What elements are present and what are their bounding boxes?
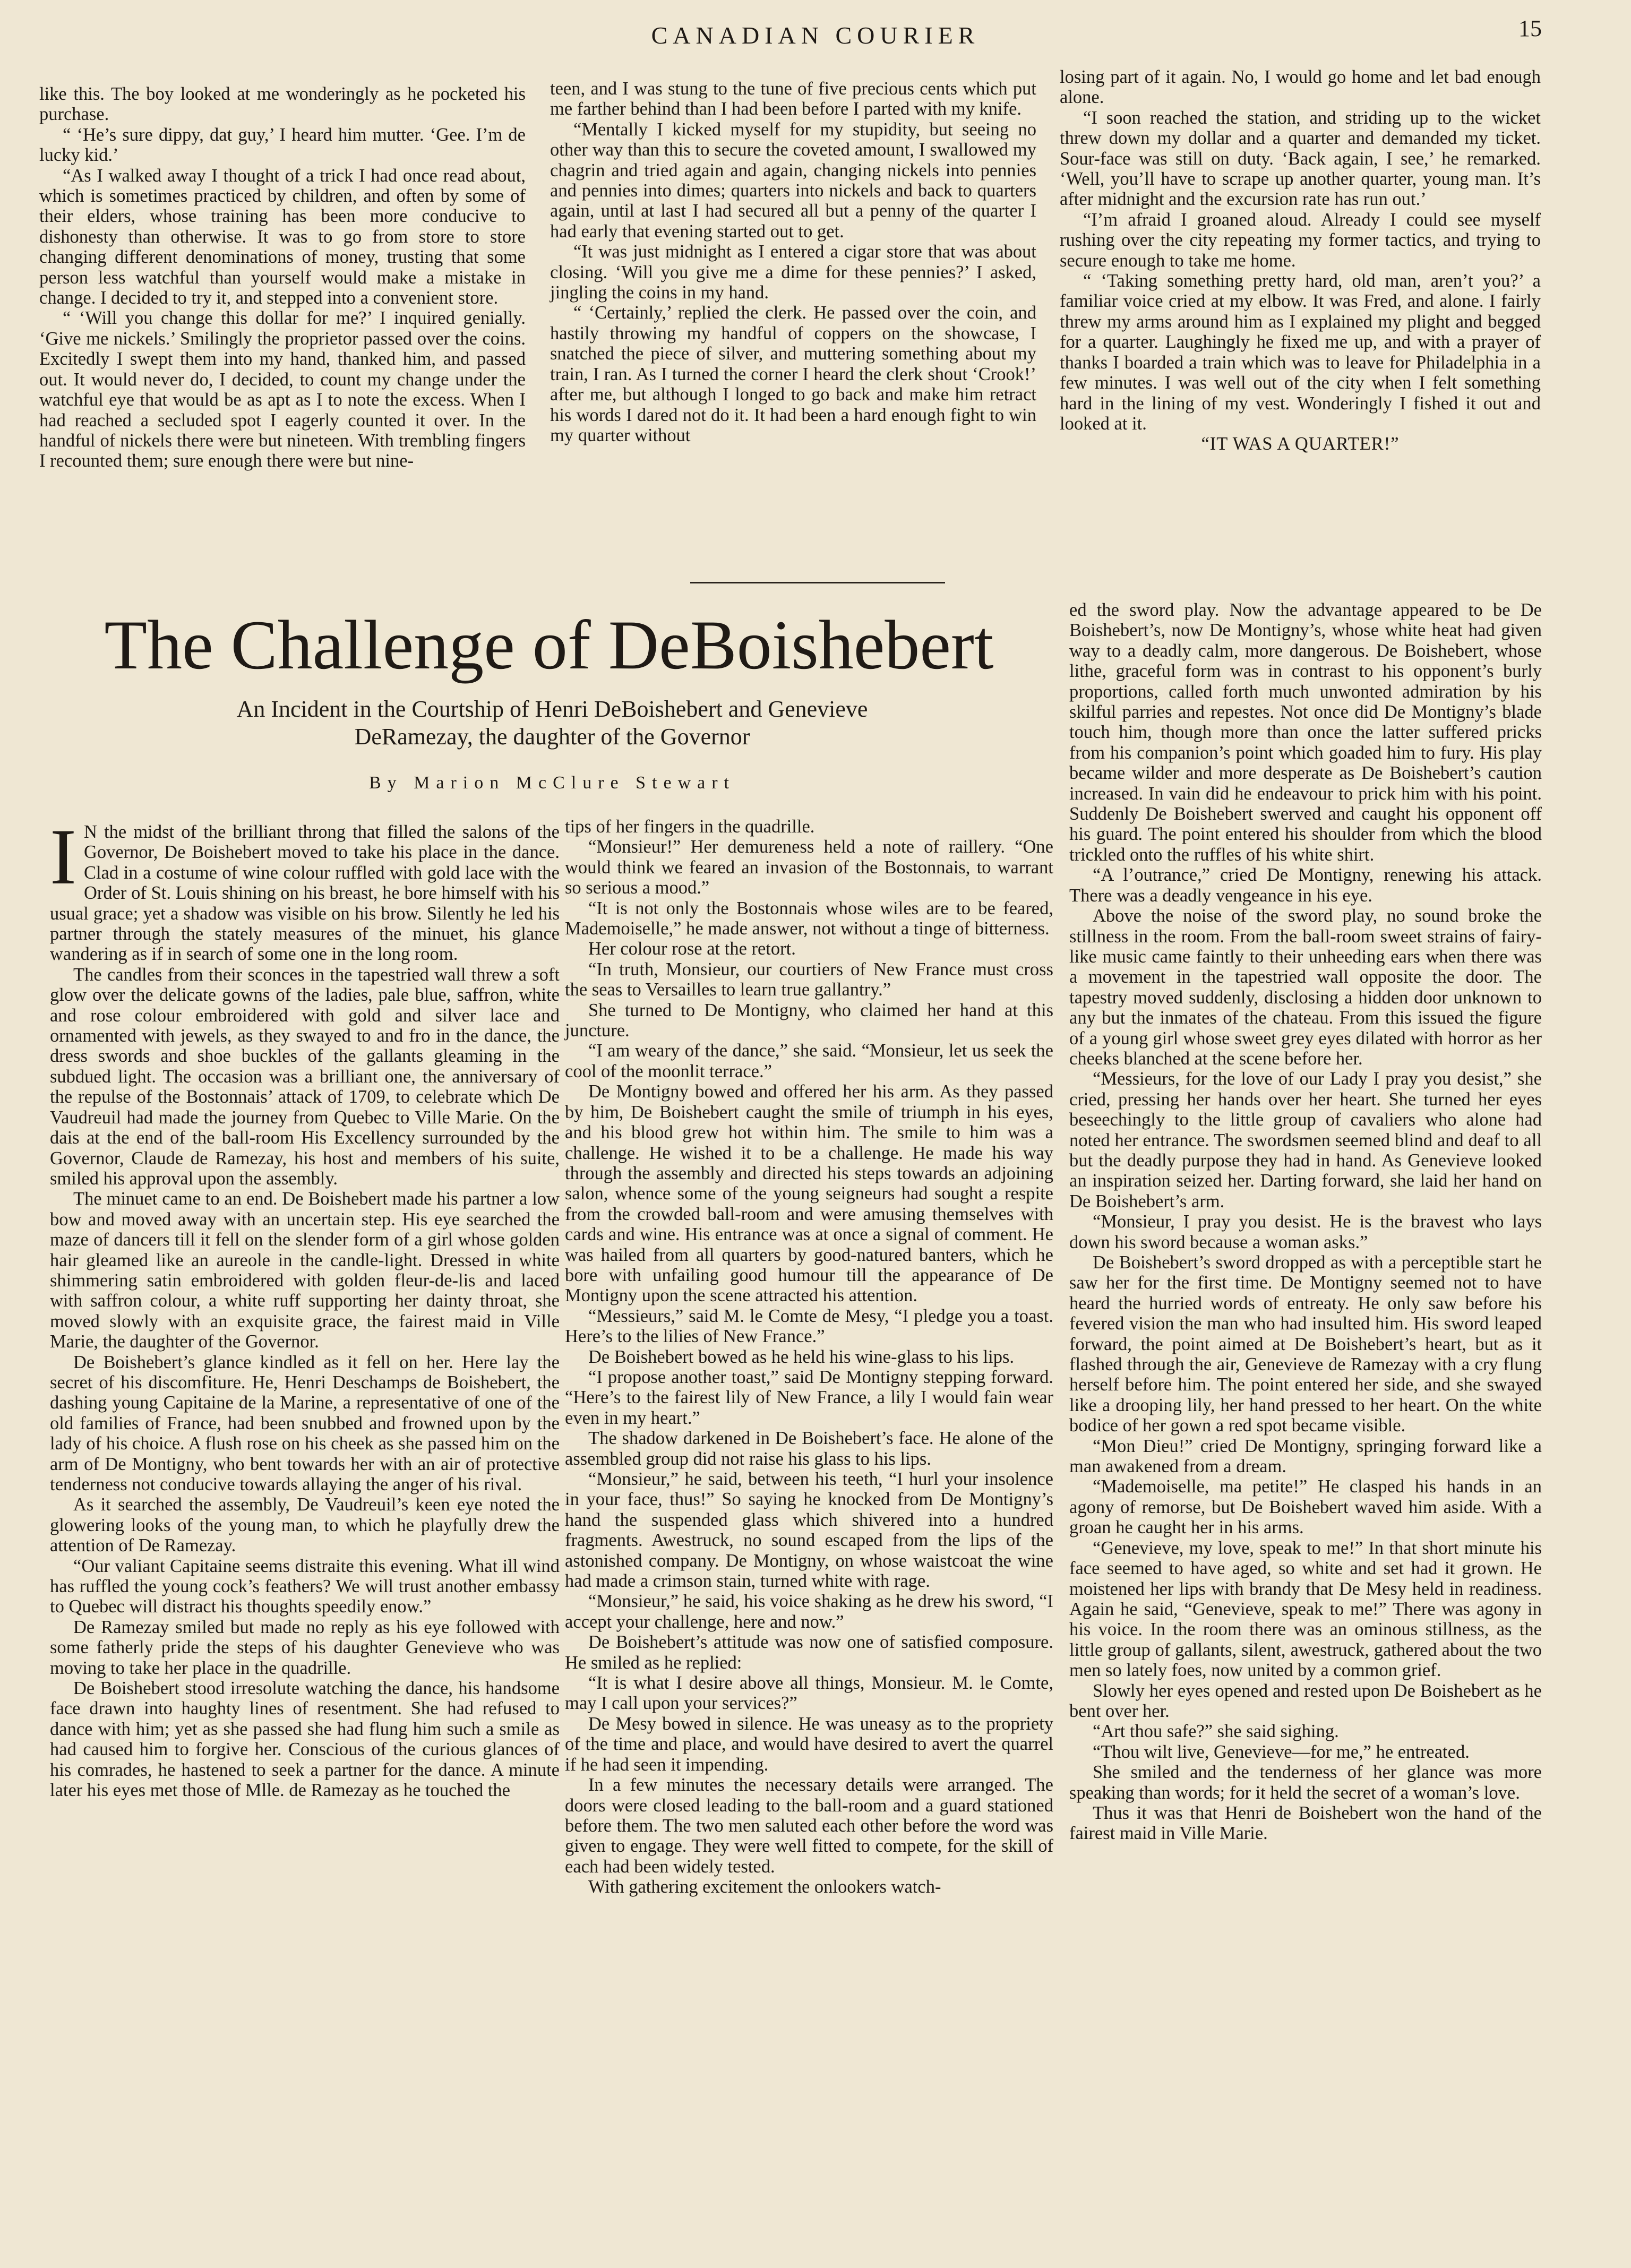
- article-subtitle: [74, 695, 1030, 751]
- previous-story-column-2: [550, 79, 1036, 445]
- paragraph: “I’m afraid I groaned aloud. Already I could see myself rushing over the city repeating my former tactics, and trying to secure enough to take me home.: [1060, 209, 1541, 271]
- paragraph: “Monsieur,” he said, between his teeth, “I hurl your insolence in your face, thus!” So saying he knocked from De Montigny’s hand the suspended glass which shivered into a hundred fragments. Awestruck, no sound escaped from the lips of the astonished company. De Montigny, on whose waistcoat the wine had made a crimson stain, turned white with rage.: [565, 1469, 1053, 1592]
- paragraph: “It is not only the Bostonnais whose wiles are to be feared, Mademoiselle,” he made answer, not without a tinge of bitterness.: [565, 898, 1053, 939]
- article-column-1: [50, 813, 560, 1801]
- paragraph: Her colour rose at the retort.: [588, 939, 796, 959]
- paragraph: “ ‘Taking something pretty hard, old man, aren’t you?’ a familiar voice cried at my elbow. It was Fred, and alone. I fairly threw my arms around him as I explained my plight and begged for a quarter. Laughingly he fixed me up, and with a prayer of thanks I boarded a train which was to leave for Philadelphia in a few minutes. I was well out of the city when I felt something hard in the lining of my vest. Wonderingly I fished it out and looked at it.: [1060, 271, 1541, 434]
- previous-story-column-1: [39, 84, 526, 471]
- paragraph: “I soon reached the station, and striding up to the wicket threw down my dollar and a quarter and demanded my ticket. Sour-face was still on duty. ‘Back again, I see,’ he remarked. ‘Well, you’ll have to scrape up another quarter, young man. It’s after midnight and the excursion rate has run out.’: [1060, 107, 1541, 210]
- paragraph: De Boishebert stood irresolute watching the dance, his handsome face drawn into haughty lines of resentment. She had refused to dance with him; yet as she passed she had flung him such a smile as had caused him to forgive her. Conscious of the curious glances of his comrades, he hastened to seek a partner for the dance. A minute later his eyes met those of Mlle. de Ramezay as he touched the: [50, 1678, 560, 1801]
- paragraph: Above the noise of the sword play, no sound broke the stillness in the room. From the ball-room sweet strains of fairy-like music came faintly to their unheeding ears when there was a movement in the tapestried wall opposite the door. The tapestry moved suddenly, disclosing a hidden door unknown to any but the inmates of the chateau. From this issued the figure of a young girl whose sweet grey eyes dilated with horror as her cheeks blanched at the scene before her.: [1069, 906, 1542, 1069]
- paragraph: “Thou wilt live, Genevieve—for me,” he entreated.: [1093, 1741, 1470, 1762]
- paragraph: The minuet came to an end. De Boishebert made his partner a low bow and moved away with an uncertain step. His eye searched the maze of dancers till it fell on the slender form of a girl whose golden hair gleamed like an aureole in the candle-light. Dressed in white shimmering satin embroidered with golden fleur-de-lis and laced with saffron colour, a white ruff supporting her dainty throat, she moved slowly with an exquisite grace, the fairest maid in Ville Marie, the daughter of the Governor.: [50, 1189, 560, 1352]
- subtitle-line: An Incident in the Courtship of Henri DeBoishebert and Genevieve: [236, 696, 868, 722]
- paragraph: “ ‘Will you change this dollar for me?’ I inquired genially. ‘Give me nickels.’ Smilingly the proprietor passed over the coins. Excitedly I swept them into my hand, thanked him, and passed out. It would never do, I decided, to count my change under the watchful eye that would be as apt as I to note the excess. When I had reached a secluded spot I eagerly counted it over. In the handful of nickels there were but nineteen. With trembling fingers I recounted them; sure enough there were but nine-: [39, 308, 526, 471]
- paragraph: “ ‘Certainly,’ replied the clerk. He passed over the coin, and hastily throwing my handful of coppers on the showcase, I snatched the piece of silver, and muttering something about my train, I ran. As I turned the corner I heard the clerk shout ‘Crook!’ after me, but although I longed to go back and make him retract his words I dared not do it. It had been a hard enough fight to win my quarter without: [550, 303, 1036, 445]
- paragraph: ed the sword play. Now the advantage appeared to be De Boishebert’s, now De Montigny’s, whose white heat had given way to a deadly calm, more dangerous. De Boishebert, whose lithe, graceful form was in contrast to his opponent’s burly proportions, called forth much unwonted admiration by his skilful parries and repestes. Not once did De Montigny’s blade touch him, though more than once the latter suffered pricks from his companion’s point which goaded him to fury. His play became wilder and more desperate as De Boishebert’s caution increased. In vain did he endeavour to prick him with his point. Suddenly De Boishebert swerved and caught his opponent off his guard. The point entered his shoulder from which the blood trickled onto the ruffles of his white shirt.: [1069, 600, 1542, 865]
- paragraph: “Messieurs,” said M. le Comte de Mesy, “I pledge you a toast. Here’s to the lilies of New France.”: [565, 1305, 1053, 1347]
- paragraph: De Ramezay smiled but made no reply as his eye followed with some fatherly pride the steps of his daughter Genevieve who was moving to take her place in the quadrille.: [50, 1617, 560, 1678]
- paragraph: Slowly her eyes opened and rested upon De Boishebert as he bent over her.: [1069, 1680, 1542, 1721]
- paragraph: With gathering excitement the onlookers watch-: [588, 1877, 941, 1897]
- paragraph: “A l’outrance,” cried De Montigny, renewing his attack. There was a deadly vengeance in his eye.: [1069, 865, 1542, 906]
- paragraph: “Monsieur!” Her demureness held a note of raillery. “One would think we feared an invasion of the Bostonnais, to warrant so serious a mood.”: [565, 837, 1053, 898]
- paragraph: “In truth, Monsieur, our courtiers of New France must cross the seas to Versailles to learn true gallantry.”: [565, 959, 1053, 1000]
- previous-story-column-3: [1060, 67, 1541, 454]
- paragraph: As it searched the assembly, De Vaudreuil’s keen eye noted the glowering looks of the young man, to which he playfully drew the attention of De Ramezay.: [50, 1494, 560, 1556]
- paragraph: “I am weary of the dance,” she said. “Monsieur, let us seek the cool of the moonlit terrace.”: [565, 1041, 1053, 1081]
- paragraph: The candles from their sconces in the tapestried wall threw a soft glow over the delicate gowns of the ladies, pale blue, saffron, white and rose colour embroidered with gold and silver lace and ornamented with jewels, as they swayed to and fro in the dance, the dress swords and shoe buckles of the gallants gleaming in the subdued light. The occasion was a brilliant one, the anniversary of the repulse of the Bostonnais’ attack of 1709, to celebrate which De Vaudreuil had made the journey from Quebec to Ville Marie. On the dais at the end of the ball-room His Excellency surrounded by the Governor, Claude de Ramezay, his host and members of his suite, smiled his approval upon the assembly.: [50, 964, 560, 1189]
- article-column-2: [565, 817, 1053, 1897]
- story-closing-line: “IT WAS A QUARTER!”: [1201, 434, 1400, 454]
- paragraph: like this. The boy looked at me wonderingly as he pocketed his purchase.: [39, 84, 526, 125]
- paragraph: “Mon Dieu!” cried De Montigny, springing forward like a man awakened from a dream.: [1069, 1436, 1542, 1477]
- paragraph: “Mentally I kicked myself for my stupidity, but seeing no other way than this to secure the coveted amount, I swallowed my chagrin and tried again and again, changing nickels into pennies and pennies into dimes; quarters into nickels and back to quarters again, until at last I had secured all but a penny of the quarter I had early that evening started out to get.: [550, 119, 1036, 242]
- paragraph: teen, and I was stung to the tune of five precious cents which put me farther behind than I had been before I parted with my knife.: [550, 79, 1036, 119]
- paragraph: De Montigny bowed and offered her his arm. As they passed by him, De Boishebert caught the smile of triumph in his eyes, and his blood grew hot within him. The smile to him was a challenge. He wished it to be a challenge. He made his way through the assembly and directed his steps towards an adjoining salon, whence some of the young seigneurs had sought a respite from the crowded ball-room and were amusing themselves with cards and wine. His entrance was at once a signal of comment. He was hailed from all quarters by good-natured banters, which he bore with unfailing good humour till the appearance of De Montigny upon the scene attracted his attention.: [565, 1081, 1053, 1306]
- paragraph: “Art thou safe?” she said sighing.: [1093, 1721, 1339, 1742]
- subtitle-line: DeRamezay, the daughter of the Governor: [354, 724, 750, 750]
- paragraph: “Genevieve, my love, speak to me!” In that short minute his face seemed to have aged, so white and set had it grown. He moistened her lips with brandy that De Mesy held in readiness. Again he said, “Genevieve, speak to me!” There was agony in his voice. In the room there was an ominous stillness, as the little group of gallants, silent, awestruck, gathered about the two men so lately foes, now united by a common grief.: [1069, 1537, 1542, 1681]
- paragraph: “Monsieur, I pray you desist. He is the bravest who lays down his sword because a woman asks.”: [1069, 1212, 1542, 1252]
- paragraph: De Boishebert’s glance kindled as it fell on her. Here lay the secret of his discomfiture. He, Henri Deschamps de Boishebert, the dashing young Capitaine de la Marine, a representative of one of the old families of France, had been snubbed and frowned upon by the lady of his choice. A flush rose on his cheek as she passed him on the arm of De Montigny, who bent towards her with an air of protective tenderness not conducive towards allaying the anger of his rival.: [50, 1352, 560, 1494]
- paragraph: She turned to De Montigny, who claimed her hand at this juncture.: [565, 1000, 1053, 1041]
- paragraph: “I propose another toast,” said De Montigny stepping forward. “Here’s to the fairest lily of New France, a lily I would fain wear even in my heart.”: [565, 1367, 1053, 1428]
- paragraph: Thus it was that Henri de Boishebert won the hand of the fairest maid in Ville Marie.: [1069, 1802, 1542, 1844]
- paragraph: She smiled and the tenderness of her glance was more speaking than words; for it held the secret of a woman’s love.: [1069, 1762, 1542, 1803]
- paragraph: “It is what I desire above all things, Monsieur. M. le Comte, may I call upon your services?”: [565, 1673, 1053, 1714]
- masthead: CANADIAN COURIER: [651, 22, 980, 49]
- paragraph: “Messieurs, for the love of our Lady I pray you desist,” she cried, pressing her hands over her heart. She turned her eyes beseechingly to the little group of cavaliers who alone had noted her entrance. The swordsmen seemed blind and deaf to all but the deadly purpose they had in hand. As Genevieve looked an inspiration seized her. Darting forward, she laid her hand on De Boishebert’s arm.: [1069, 1069, 1542, 1212]
- drop-cap: I: [50, 813, 76, 901]
- paragraph: De Boishebert’s attitude was now one of satisfied composure. He smiled as he replied:: [565, 1632, 1053, 1673]
- byline: By Marion McClure Stewart: [369, 773, 735, 793]
- article-column-3: [1069, 600, 1542, 1844]
- paragraph: “As I walked away I thought of a trick I had once read about, which is sometimes practiced by children, and often by some of their elders, whose training has been more conducive to dishonesty than otherwise. It was to go from store to store changing different denominations of money, trusting that some person less watchful than yourself would make a mistake in change. I decided to try it, and stepped into a convenient store.: [39, 165, 526, 308]
- paragraph: [50, 813, 560, 965]
- paragraph-text: N the midst of the brilliant throng that filled the salons of the Governor, De Boishebert moved to take his place in the dance. Clad in a costume of wine colour ruffled with gold lace with the Order of St. Louis shining on his breast, he bore himself with his usual grace; yet a shadow was visible on his brow. Silently he led his partner through the stately measures of the minuet, his glance wandering as if in search of some one in the long room.: [50, 822, 560, 965]
- section-divider: [690, 582, 945, 583]
- page-number: 15: [1518, 15, 1542, 41]
- paragraph: “It was just midnight as I entered a cigar store that was about closing. ‘Will you give me a dime for these pennies?’ I asked, jingling the coins in my hand.: [550, 242, 1036, 303]
- paragraph: “Mademoiselle, ma petite!” He clasped his hands in an agony of remorse, but De Boishebert waved him aside. With a groan he caught her in his arms.: [1069, 1476, 1542, 1538]
- paragraph: “Monsieur,” he said, his voice shaking as he drew his sword, “I accept your challenge, here and now.”: [565, 1591, 1053, 1632]
- paragraph: The shadow darkened in De Boishebert’s face. He alone of the assembled group did not raise his glass to his lips.: [565, 1428, 1053, 1469]
- paragraph: tips of her fingers in the quadrille.: [565, 817, 815, 837]
- paragraph: De Boishebert’s sword dropped as with a perceptible start he saw her for the first time. De Montigny seemed not to have heard the hurried words of entreaty. He only saw before his fevered vision the man who had insulted him. His sword leaped forward, the point aimed at De Boishebert’s heart, but as it flashed through the air, Genevieve de Ramezay with a cry flung herself before him. The point entered her side, and she swayed like a drooping lily, her hand pressed to her heart. On the white bodice of her gown a red spot became visible.: [1069, 1252, 1542, 1436]
- paragraph: De Boishebert bowed as he held his wine-glass to his lips.: [588, 1346, 1015, 1367]
- paragraph: losing part of it again. No, I would go home and let bad enough alone.: [1060, 67, 1541, 108]
- paragraph: “Our valiant Capitaine seems distraite this evening. What ill wind has ruffled the young cock’s feathers? We will trust another embassy to Quebec will distract his thoughts speedily enow.”: [50, 1556, 560, 1617]
- article-title: The Challenge of DeBoishebert: [104, 606, 994, 684]
- paragraph: “ ‘He’s sure dippy, dat guy,’ I heard him mutter. ‘Gee. I’m de lucky kid.’: [39, 124, 526, 166]
- paragraph: In a few minutes the necessary details were arranged. The doors were closed leading to the ball-room and a guard stationed before them. The two men saluted each other before the word was given to engage. They were well fitted to compete, for the skill of each had been widely tested.: [565, 1775, 1053, 1877]
- paragraph: De Mesy bowed in silence. He was uneasy as to the propriety of the time and place, and would have desired to avert the quarrel if he had seen it impending.: [565, 1713, 1053, 1775]
